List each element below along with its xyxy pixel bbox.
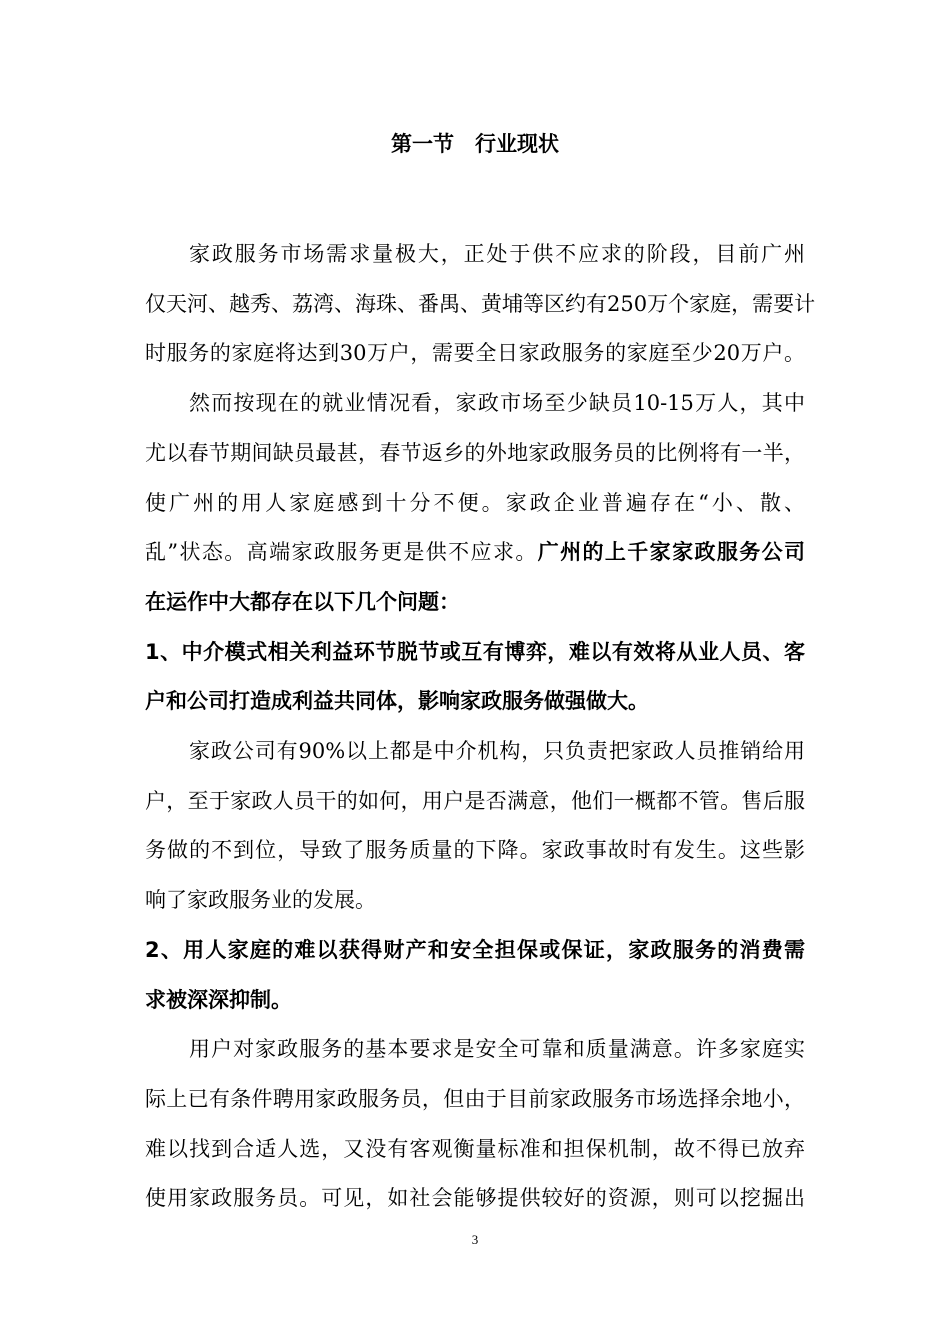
text-line — [145, 1185, 805, 1211]
bold-text: 求被深深抑制。 — [145, 987, 292, 1012]
body-text: 用户对家政服务的基本要求是安全可靠和质量满意。许多家庭实 — [189, 1037, 805, 1062]
body-text: 尤以春节期间缺员最甚，春节返乡的外地家政服务员的比例将有一半， — [145, 440, 805, 465]
text-line — [145, 837, 805, 863]
text-line — [145, 490, 805, 516]
text-line — [145, 589, 805, 615]
text-line — [145, 639, 805, 665]
body-text: 使用家政服务员。可见，如社会能够提供较好的资源，则可以挖掘出 — [145, 1186, 805, 1211]
text-line — [145, 987, 805, 1013]
text-line — [145, 937, 805, 963]
text-line — [145, 1136, 805, 1162]
section-title: 第一节 行业现状 — [391, 132, 559, 156]
body-text: 乱”状态。高端家政服务更是供不应求。 — [145, 540, 538, 565]
bold-text: 户和公司打造成利益共同体，影响家政服务做强做大。 — [145, 689, 649, 714]
bold-text: 广州的上千家家政服务公司 — [537, 540, 806, 565]
text-line — [145, 539, 805, 565]
body-text: 使广州的用人家庭感到十分不便。家政企业普遍存在“小、散、 — [145, 490, 805, 515]
text-line — [145, 1036, 805, 1062]
text-line — [145, 887, 805, 913]
body-text: 难以找到合适人选，又没有客观衡量标准和担保机制，故不得已放弃 — [145, 1136, 805, 1161]
text-line — [145, 241, 805, 267]
body-text: 然而按现在的就业情况看，家政市场至少缺员10-15万人，其中 — [189, 391, 805, 416]
text-line — [145, 340, 805, 366]
text-line — [145, 390, 805, 416]
body-text: 务做的不到位，导致了服务质量的下降。家政事故时有发生。这些影 — [145, 838, 805, 863]
body-text: 际上已有条件聘用家政服务员，但由于目前家政服务市场选择余地小， — [145, 1086, 805, 1111]
body-text: 家政服务市场需求量极大，正处于供不应求的阶段，目前广州 — [189, 242, 805, 266]
text-line — [145, 1086, 805, 1112]
text-line — [145, 688, 805, 714]
body-text: 仅天河、越秀、荔湾、海珠、番禺、黄埔等区约有250万个家庭，需要计 — [145, 291, 816, 316]
body-text: 响了家政服务业的发展。 — [145, 888, 376, 913]
body-text: 家政公司有90%以上都是中介机构，只负责把家政人员推销给用 — [189, 739, 805, 763]
bold-text: 2、用人家庭的难以获得财产和安全担保或保证，家政服务的消费需 — [145, 937, 805, 962]
text-line — [145, 291, 816, 317]
bold-text: 在运作中大都存在以下几个问题： — [145, 589, 460, 614]
text-line — [145, 440, 805, 466]
body-text: 时服务的家庭将达到30万户，需要全日家政服务的家庭至少20万户。 — [145, 341, 805, 366]
text-line — [145, 788, 805, 814]
text-line — [145, 738, 805, 764]
bold-text: 1、中介模式相关利益环节脱节或互有博弈，难以有效将从业人员、客 — [145, 639, 805, 664]
page-number: 3 — [471, 1232, 479, 1247]
body-text: 户，至于家政人员干的如何，用户是否满意，他们一概都不管。售后服 — [145, 788, 805, 813]
